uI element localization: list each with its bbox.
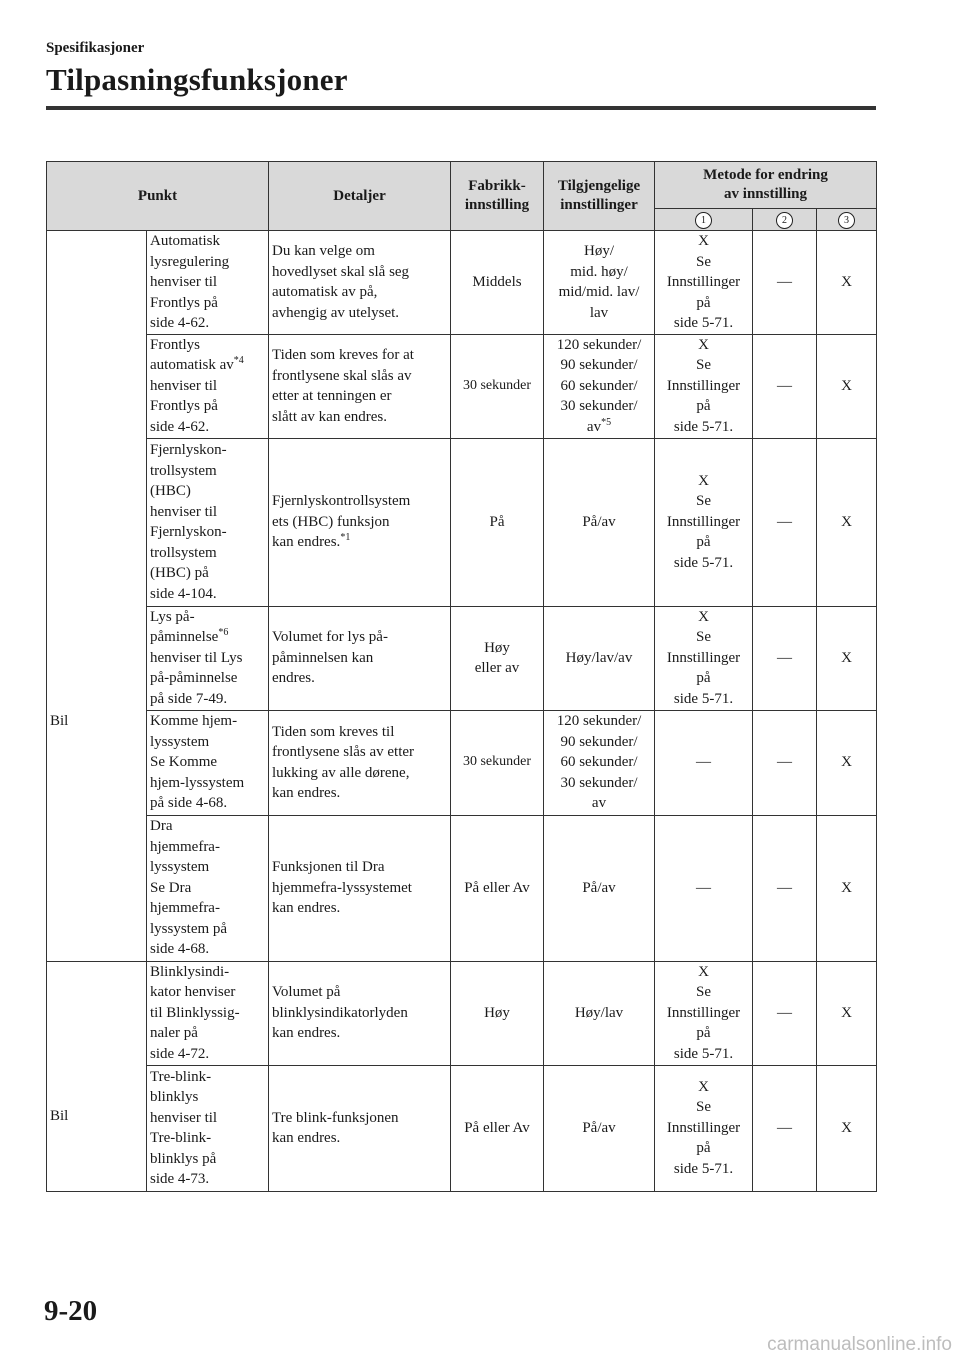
tilgjengelige-cell [544,334,655,438]
footnote-marker: *1 [340,532,351,544]
header-punkt: Punkt [47,162,269,231]
detaljer-cell: Du kan velge om hovedlyset skal slå seg automatisk av på, avhengig av utelyset. [269,231,451,335]
header-tilgjengelige: Tilgjengelige innstillinger [544,162,655,231]
punkt-cell: Blinklysindi- kator henviser til Blinklyssig- naler på side 4-72. [147,961,269,1065]
table-row [47,710,877,815]
table-row [47,231,877,335]
header-metode: Metode for endring av innstilling [655,162,877,209]
fabrikk-cell: På eller Av [451,1065,544,1191]
detaljer-cell: Tre blink-funksjonen kan endres. [269,1065,451,1191]
footnote-marker: *6 [218,627,229,639]
table-row [47,606,877,710]
punkt-cell: Automatisk lysregulering henviser til Frontlys på side 4-62. [147,231,269,335]
fabrikk-cell: 30 sekunder [451,710,544,815]
tilgjengelige-cell: På/av [544,1065,655,1191]
title-divider [46,106,876,110]
method-2-cell: — [753,710,817,815]
punkt-cell: Tre-blink- blinklys henviser til Tre-blink- blinklys på side 4-73. [147,1065,269,1191]
detaljer-cell: Tiden som kreves for at frontlysene skal slås av etter at tenningen er slått av kan endres. [269,334,451,438]
detaljer-cell: Tiden som kreves til frontlysene slås av etter lukking av alle dørene, kan endres. [269,710,451,815]
punkt-text-rest: henviser til Frontlys på side 4-62. [150,377,218,435]
punkt-cell: Dra hjemmefra- lyssystem Se Dra hjemmefra- lyssystem på side 4-68. [147,815,269,961]
method-3-header [817,209,877,231]
table-row [47,815,877,961]
fabrikk-cell: På eller Av [451,815,544,961]
group-bil: Bil [47,961,147,1191]
table-row [47,1065,877,1191]
table-row [47,334,877,438]
header-fabrikk: Fabrikk- innstilling [451,162,544,231]
group-bil: Bil [47,231,147,962]
method-3-cell: X [817,710,877,815]
header-detaljer: Detaljer [269,162,451,231]
footnote-marker: *5 [601,416,612,428]
method-1-cell: X Se Innstillinger på side 5-71. [655,334,753,438]
punkt-cell: Fjernlyskon- trollsystem (HBC) henviser til Fjernlyskon- trollsystem (HBC) på side 4-104. [147,438,269,606]
method-3-cell: X [817,438,877,606]
tilgjengelige-cell: Høy/lav/av [544,606,655,710]
section-label: Spesifikasjoner [46,40,145,56]
punkt-cell: Komme hjem- lyssystem Se Komme hjem-lyssystem på side 4-68. [147,710,269,815]
punkt-text: Lys på- påminnelse [150,608,219,646]
table-row [47,438,877,606]
fabrikk-cell: Høy [451,961,544,1065]
punkt-cell [147,606,269,710]
fabrikk-cell: Middels [451,231,544,335]
method-2-cell: — [753,815,817,961]
page-number: 9-20 [44,1295,98,1327]
method-2-cell: — [753,1065,817,1191]
method-2-cell: — [753,231,817,335]
method-1-header [655,209,753,231]
tilgjengelige-cell: Høy/lav [544,961,655,1065]
method-3-cell: X [817,334,877,438]
circled-number-2-icon: 2 [776,212,793,229]
method-1-cell: — [655,710,753,815]
tilgjengelige-text: 120 sekunder/ 90 sekunder/ 60 sekunder/ 30 sekunder/ av [556,336,642,435]
watermark: carmanualsonline.info [767,1334,952,1355]
tilgjengelige-cell: Høy/ mid. høy/ mid/mid. lav/ lav [544,231,655,335]
detaljer-cell: Volumet på blinklysindikatorlyden kan endres. [269,961,451,1065]
punkt-text-rest: henviser til Lys på-påminnelse på side 7-49. [150,649,243,707]
method-1-cell: X Se Innstillinger på side 5-71. [655,1065,753,1191]
method-1-cell: X Se Innstillinger på side 5-71. [655,606,753,710]
detaljer-cell [269,438,451,606]
method-2-cell: — [753,961,817,1065]
detaljer-cell: Funksjonen til Dra hjemmefra-lyssystemet kan endres. [269,815,451,961]
tilgjengelige-cell: På/av [544,815,655,961]
method-3-cell: X [817,1065,877,1191]
method-3-cell: X [817,815,877,961]
circled-number-3-icon: 3 [838,212,855,229]
tilgjengelige-cell: På/av [544,438,655,606]
fabrikk-cell: 30 sekunder [451,334,544,438]
tilgjengelige-cell: 120 sekunder/ 90 sekunder/ 60 sekunder/ 30 sekunder/ av [544,710,655,815]
punkt-cell [147,334,269,438]
fabrikk-cell: På [451,438,544,606]
method-1-cell: X Se Innstillinger på side 5-71. [655,438,753,606]
method-2-header [753,209,817,231]
method-2-cell: — [753,334,817,438]
method-3-cell: X [817,606,877,710]
punkt-text: Frontlys automatisk av [150,336,234,374]
page-title: Tilpasningsfunksjoner [46,62,348,97]
table-row [47,961,877,1065]
method-1-cell: X Se Innstillinger på side 5-71. [655,231,753,335]
circled-number-1-icon: 1 [695,212,712,229]
method-2-cell: — [753,438,817,606]
fabrikk-cell: Høy eller av [451,606,544,710]
detaljer-cell: Volumet for lys på- påminnelsen kan endres. [269,606,451,710]
method-2-cell: — [753,606,817,710]
footnote-marker: *4 [233,355,244,367]
method-1-cell: — [655,815,753,961]
customization-table [46,161,877,1192]
method-3-cell: X [817,961,877,1065]
method-1-cell: X Se Innstillinger på side 5-71. [655,961,753,1065]
method-3-cell: X [817,231,877,335]
detaljer-text: Fjernlyskontrollsystem ets (HBC) funksjon kan endres. [272,493,411,551]
